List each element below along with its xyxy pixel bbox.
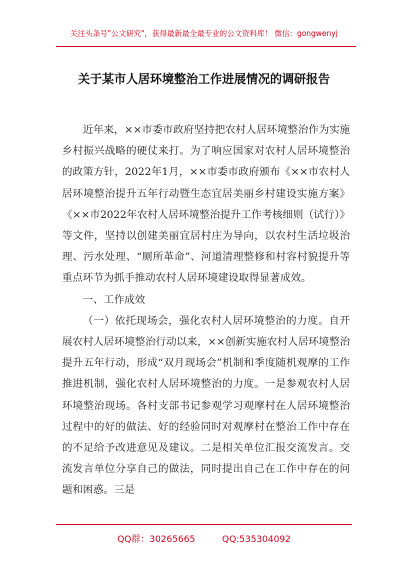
footer-qq-group: QQ群：30265665 <box>117 535 196 545</box>
footer-divider <box>56 524 352 525</box>
footer-qq-number: QQ:535304092 <box>222 535 291 545</box>
document-body <box>62 120 350 502</box>
section-heading: 一、工作成效 <box>82 293 146 306</box>
paragraph-section-1: （一）依托现场会，强化农村人居环境整治的力度。自开展农村人居环境整治行动以来，××创新实施农村人居环境整治提升五年行动，形成“双月现场会”机制和季度随机观摩的工作推进机制，强化农村人居环境整治的力度。一是参观农村人居环境整治现场。各村支部书记参观学习观摩村在人居环境整治过程中的好的做法、好的经验同时对观摩村在整治工作中存在的不足给予改进意见及建议。二是相关单位汇报交流发言。交流发言单位分享自己的做法，同时提出自己在工作中存在的问题和困惑。三是 <box>62 314 350 497</box>
paragraph-intro: 近年来，××市委市政府坚持把农村人居环境整治作为实施乡村振兴战略的硬仗来打。为了响应国家对农村人居环境整治的政策方针，2022年1月，××市委市政府颁布《××市农村人居环境整治提升五年行动暨生态宜居美丽乡村建设实施方案》《××市2022年农村人居环境整治提升工作考核细则（试行）》等文件，坚持以创建美丽宜居村庄为导向，以农村生活垃圾治理、污水处理、“厕所革命”、河道清理整修和村容村貌提升等重点环节为抓手推动农村人居环境建设取得显著成效。 <box>62 124 351 285</box>
footer-contact <box>0 532 408 545</box>
header-divider <box>56 46 356 47</box>
document-title: 关于某市人居环境整治工作进展情况的调研报告 <box>77 72 330 86</box>
header-notice: 关注头条号"公文研究"，获得最新最全最专业的公文资料库！ 微信：gongwenyj <box>70 29 338 38</box>
